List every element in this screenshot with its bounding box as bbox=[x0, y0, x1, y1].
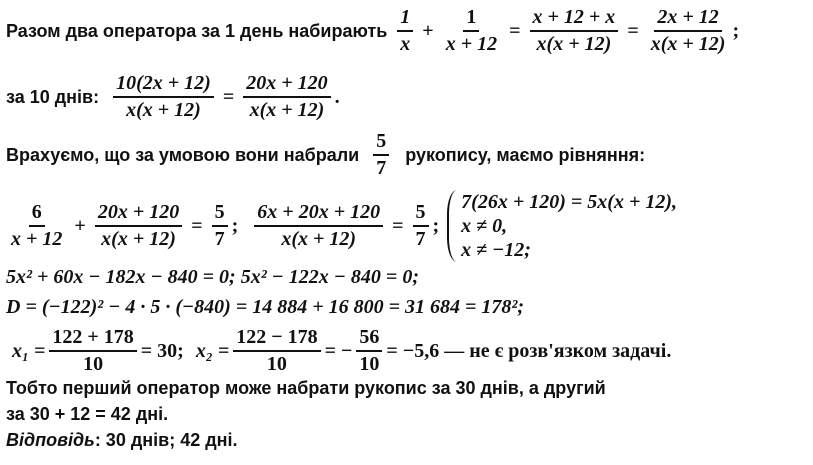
line-5: 5x² + 60x − 182x − 840 = 0; 5x² − 122x − 840 = 0; bbox=[6, 266, 419, 288]
line-1: Разом два оператора за 1 день набирають $\frac{1}{x}$ + $\frac{1}{x + 12}$ = $\frac{x + 12 + x}{x(x + 12)}$ = $\frac{2x + 12}{x(x + 12)}$ ; bbox=[6, 6, 740, 55]
fraction: $\frac{10(2x + 12)}{x(x + 12)}$ bbox=[113, 72, 214, 122]
fraction: $\frac{5}{7}$ bbox=[413, 201, 429, 251]
line-8: Тобто перший оператор може набрати рукопис за 30 днів, а другий bbox=[6, 378, 606, 398]
line-3 bbox=[6, 130, 645, 180]
line-10 bbox=[6, 430, 238, 451]
fraction: $\frac{6x + 20x + 120}{x(x + 12)}$ bbox=[254, 201, 383, 251]
fraction: $\frac{5}{7}$ bbox=[212, 201, 228, 251]
line-9: за 30 + 12 = 42 дні. bbox=[6, 404, 169, 424]
fraction: $\frac{20x + 120}{x(x + 12)}$ bbox=[243, 72, 330, 122]
fraction: $\frac{1}{x}$ bbox=[397, 6, 413, 56]
line3-text-a: Врахуємо, що за умовою вони набрали bbox=[6, 144, 360, 165]
fraction: $\frac{122 - 178}{10}$ bbox=[233, 326, 320, 376]
system-line: x ≠ 0, bbox=[461, 215, 508, 237]
line1-text: Разом два оператора за 1 день набирають bbox=[6, 20, 388, 41]
answer-text: : 30 днів; 42 дні. bbox=[94, 430, 238, 450]
fraction: $\frac{122 + 178}{10}$ bbox=[49, 326, 136, 376]
fraction: $\frac{1}{x + 12}$ bbox=[445, 6, 498, 55]
line-4: $\frac{6}{x + 12}$ + $\frac{20x + 120}{x(x + 12)}$ = $\frac{5}{7}$ ; $\frac{6x + 20x + 120}{x(x + 12)}$ = $\frac{5}{7}$ ; 7(26x + 120) = 5x(x + 12), x ≠ 0, x ≠ −12; bbox=[6, 190, 677, 262]
line2-text: за 10 днів: bbox=[6, 86, 100, 107]
line-2: за 10 днів: $\frac{10(2x + 12)}{x(x + 12)}$ = $\frac{20x + 120}{x(x + 12)}$ . bbox=[6, 72, 340, 121]
fraction: $\frac{5}{7}$ bbox=[373, 130, 389, 180]
fraction: $\frac{56}{10}$ bbox=[356, 326, 382, 376]
line3-text-b: рукопису, маємо рівняння: bbox=[405, 144, 646, 165]
system-line: x ≠ −12; bbox=[461, 239, 531, 261]
line-7: x₁ = $\frac{122 + 178}{10}$ = 30; x₂ = $\frac{122 - 178}{10}$ = − $\frac{56}{10}$ = −5,6 — не є розв'язком задачі. bbox=[12, 326, 672, 375]
equation-system bbox=[447, 190, 677, 262]
fraction: $\frac{x + 12 + x}{x(x + 12)}$ bbox=[530, 6, 619, 56]
fraction: $\frac{6}{x + 12}$ bbox=[11, 201, 63, 250]
system-line: 7(26x + 120) = 5x(x + 12), bbox=[461, 191, 678, 213]
fraction: $\frac{20x + 120}{x(x + 12)}$ bbox=[95, 201, 182, 251]
fraction: $\frac{2x + 12}{x(x + 12)}$ bbox=[650, 6, 726, 55]
left-brace bbox=[447, 190, 459, 262]
line-6: D = (−122)² − 4 · 5 · (−840) = 14 884 + 16 800 = 31 684 = 178²; bbox=[6, 296, 525, 318]
answer-label: Відповідь bbox=[6, 430, 95, 450]
